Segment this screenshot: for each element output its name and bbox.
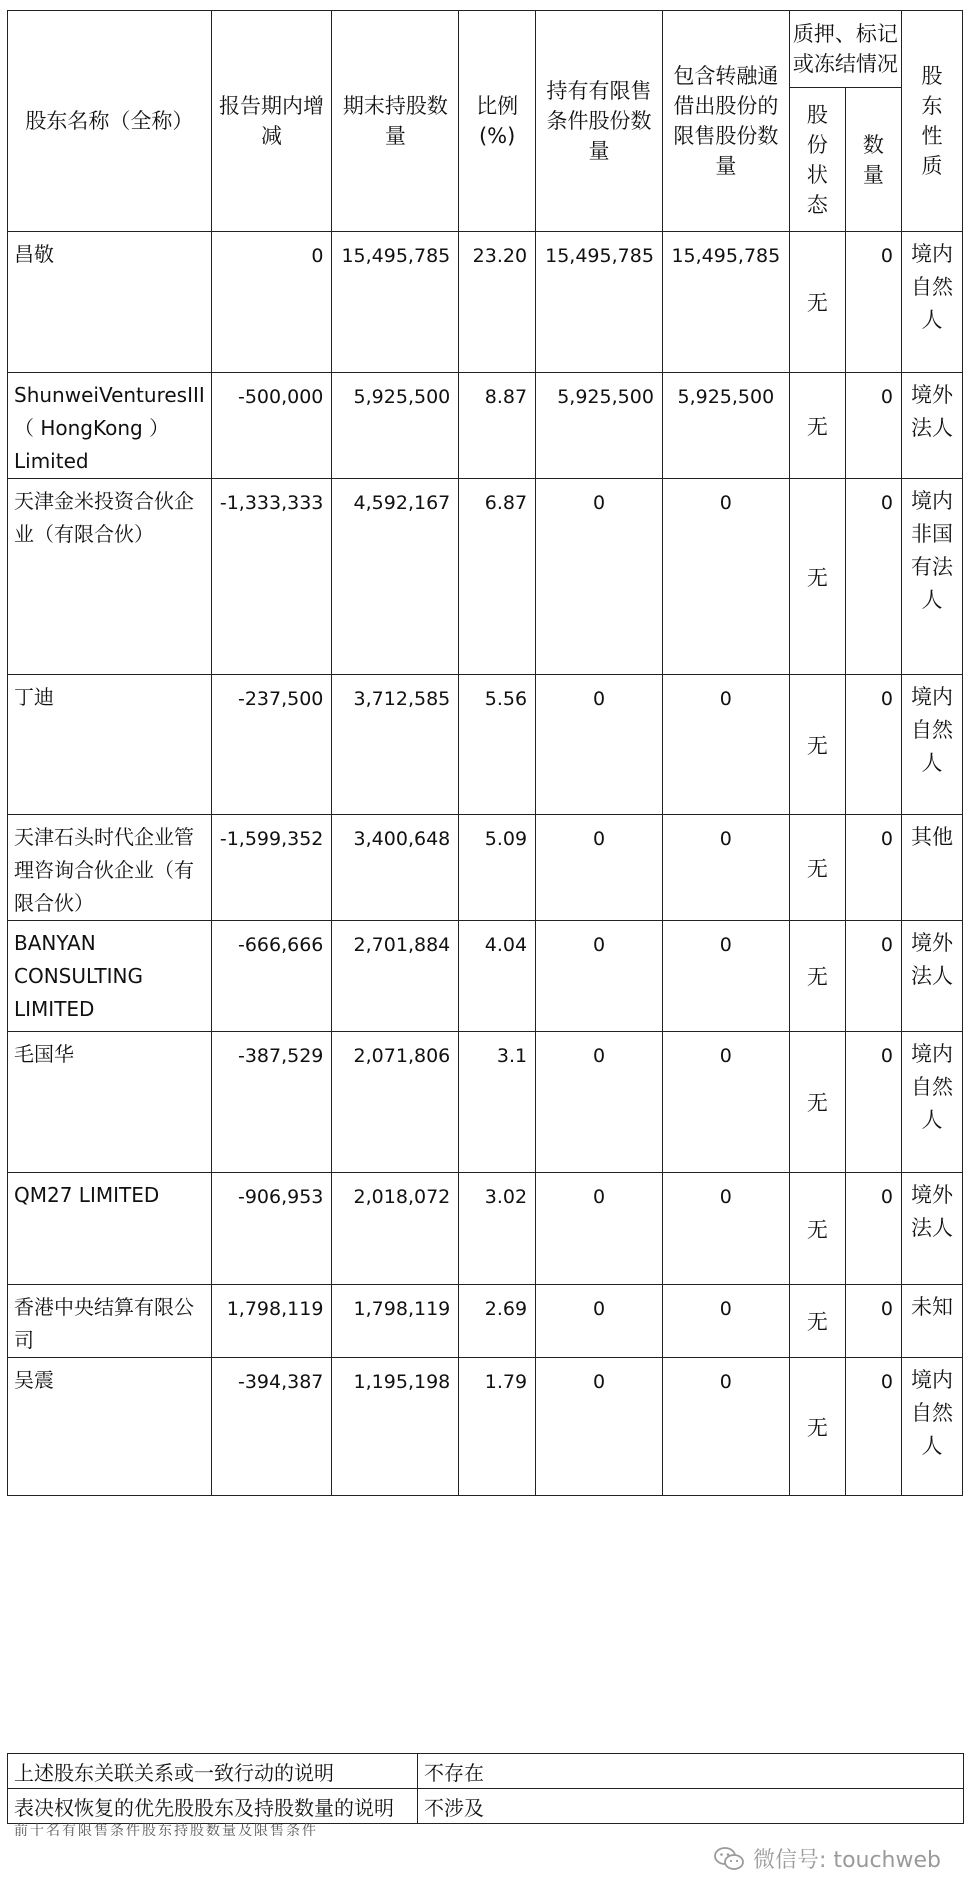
watermark (713, 1843, 941, 1874)
holding-value: 15,495,785 (332, 232, 459, 373)
header-nature: 股东性质 (901, 11, 962, 232)
shareholder-name: ShunweiVenturesIII（ HongKong ）Limited (8, 373, 212, 479)
restricted-value: 0 (536, 815, 663, 921)
nature-value: 境内自然人 (901, 675, 962, 815)
change-value: -1,599,352 (211, 815, 332, 921)
pledge-qty-value: 0 (845, 479, 901, 675)
ratio-value: 3.02 (459, 1173, 536, 1285)
ratio-value: 3.1 (459, 1032, 536, 1173)
pledge-qty-value: 0 (845, 921, 901, 1032)
nature-value: 境外法人 (901, 1173, 962, 1285)
table-row (8, 1285, 963, 1358)
holding-value: 3,712,585 (332, 675, 459, 815)
ratio-value: 23.20 (459, 232, 536, 373)
table-row (8, 232, 963, 373)
watermark-text: 微信号: touchweb (753, 1848, 941, 1873)
holding-value: 5,925,500 (332, 373, 459, 479)
shareholder-name: BANYAN CONSULTING LIMITED (8, 921, 212, 1032)
table-row (8, 1032, 963, 1173)
ratio-value: 5.56 (459, 675, 536, 815)
holding-value: 4,592,167 (332, 479, 459, 675)
header-pledge-qty: 数量 (845, 88, 901, 232)
change-value: -387,529 (211, 1032, 332, 1173)
footer-row (8, 1754, 964, 1789)
restricted-value: 5,925,500 (536, 373, 663, 479)
lending-value: 0 (662, 1358, 789, 1496)
nature-value: 未知 (901, 1285, 962, 1358)
lending-value: 0 (662, 1032, 789, 1173)
change-value: -500,000 (211, 373, 332, 479)
shareholder-name: QM27 LIMITED (8, 1173, 212, 1285)
nature-value: 其他 (901, 815, 962, 921)
table-row (8, 1173, 963, 1285)
lending-value: 0 (662, 1173, 789, 1285)
ratio-value: 1.79 (459, 1358, 536, 1496)
footer-table (7, 1753, 964, 1824)
lending-value: 15,495,785 (662, 232, 789, 373)
table-row (8, 921, 963, 1032)
pledge-status-value: 无 (789, 921, 845, 1032)
table-row (8, 479, 963, 675)
footer-label: 上述股东关联关系或一致行动的说明 (8, 1754, 418, 1789)
header-ratio: 比例(%) (459, 11, 536, 232)
shareholder-name: 天津石头时代企业管理咨询合伙企业（有限合伙） (8, 815, 212, 921)
wechat-icon (713, 1845, 745, 1873)
change-value: -906,953 (211, 1173, 332, 1285)
footer-value: 不存在 (418, 1754, 964, 1789)
ratio-value: 6.87 (459, 479, 536, 675)
shareholder-name: 昌敬 (8, 232, 212, 373)
restricted-value: 0 (536, 1173, 663, 1285)
pledge-qty-value: 0 (845, 675, 901, 815)
table-row (8, 1358, 963, 1496)
footer-row (8, 1789, 964, 1824)
table-row (8, 815, 963, 921)
lending-value: 0 (662, 1285, 789, 1358)
header-change: 报告期内增减 (211, 11, 332, 232)
ratio-value: 8.87 (459, 373, 536, 479)
nature-value: 境外法人 (901, 373, 962, 479)
pledge-status-value: 无 (789, 479, 845, 675)
nature-value: 境内自然人 (901, 1032, 962, 1173)
pledge-qty-value: 0 (845, 815, 901, 921)
nature-value: 境外法人 (901, 921, 962, 1032)
pledge-status-value: 无 (789, 232, 845, 373)
header-name: 股东名称（全称） (8, 11, 212, 232)
holding-value: 2,018,072 (332, 1173, 459, 1285)
table-row (8, 373, 963, 479)
header-lending: 包含转融通借出股份的限售股份数量 (662, 11, 789, 232)
cutoff-text: 前十名有限售条件股东持股数量及限售条件 (14, 1823, 318, 1839)
lending-value: 0 (662, 921, 789, 1032)
holding-value: 1,798,119 (332, 1285, 459, 1358)
table-row (8, 675, 963, 815)
nature-value: 境内自然人 (901, 1358, 962, 1496)
change-value: -394,387 (211, 1358, 332, 1496)
pledge-status-value: 无 (789, 1285, 845, 1358)
restricted-value: 0 (536, 479, 663, 675)
header-restricted: 持有有限售条件股份数量 (536, 11, 663, 232)
change-value: -237,500 (211, 675, 332, 815)
shareholder-name: 丁迪 (8, 675, 212, 815)
footer-label: 表决权恢复的优先股股东及持股数量的说明 (8, 1789, 418, 1824)
pledge-qty-value: 0 (845, 1358, 901, 1496)
change-value: 1,798,119 (211, 1285, 332, 1358)
pledge-status-value: 无 (789, 1358, 845, 1496)
change-value: -666,666 (211, 921, 332, 1032)
ratio-value: 5.09 (459, 815, 536, 921)
pledge-qty-value: 0 (845, 373, 901, 479)
lending-value: 0 (662, 815, 789, 921)
header-pledge-status: 股份状态 (789, 88, 845, 232)
lending-value: 5,925,500 (662, 373, 789, 479)
holding-value: 2,701,884 (332, 921, 459, 1032)
footer-value: 不涉及 (418, 1789, 964, 1824)
pledge-status-value: 无 (789, 1032, 845, 1173)
restricted-value: 0 (536, 675, 663, 815)
shareholder-table (7, 10, 963, 1496)
pledge-qty-value: 0 (845, 232, 901, 373)
change-value: 0 (211, 232, 332, 373)
restricted-value: 0 (536, 1358, 663, 1496)
ratio-value: 2.69 (459, 1285, 536, 1358)
pledge-status-value: 无 (789, 373, 845, 479)
pledge-qty-value: 0 (845, 1285, 901, 1358)
holding-value: 1,195,198 (332, 1358, 459, 1496)
lending-value: 0 (662, 479, 789, 675)
pledge-status-value: 无 (789, 815, 845, 921)
restricted-value: 0 (536, 1032, 663, 1173)
shareholder-name: 香港中央结算有限公司 (8, 1285, 212, 1358)
restricted-value: 0 (536, 1285, 663, 1358)
nature-value: 境内非国有法人 (901, 479, 962, 675)
restricted-value: 0 (536, 921, 663, 1032)
pledge-status-value: 无 (789, 675, 845, 815)
pledge-qty-value: 0 (845, 1173, 901, 1285)
pledge-qty-value: 0 (845, 1032, 901, 1173)
change-value: -1,333,333 (211, 479, 332, 675)
holding-value: 3,400,648 (332, 815, 459, 921)
holding-value: 2,071,806 (332, 1032, 459, 1173)
shareholder-name: 天津金米投资合伙企业（有限合伙） (8, 479, 212, 675)
pledge-status-value: 无 (789, 1173, 845, 1285)
shareholder-name: 毛国华 (8, 1032, 212, 1173)
shareholder-name: 吴震 (8, 1358, 212, 1496)
header-pledge-group: 质押、标记或冻结情况 (789, 11, 901, 88)
lending-value: 0 (662, 675, 789, 815)
nature-value: 境内自然人 (901, 232, 962, 373)
header-holding: 期末持股数量 (332, 11, 459, 232)
ratio-value: 4.04 (459, 921, 536, 1032)
restricted-value: 15,495,785 (536, 232, 663, 373)
